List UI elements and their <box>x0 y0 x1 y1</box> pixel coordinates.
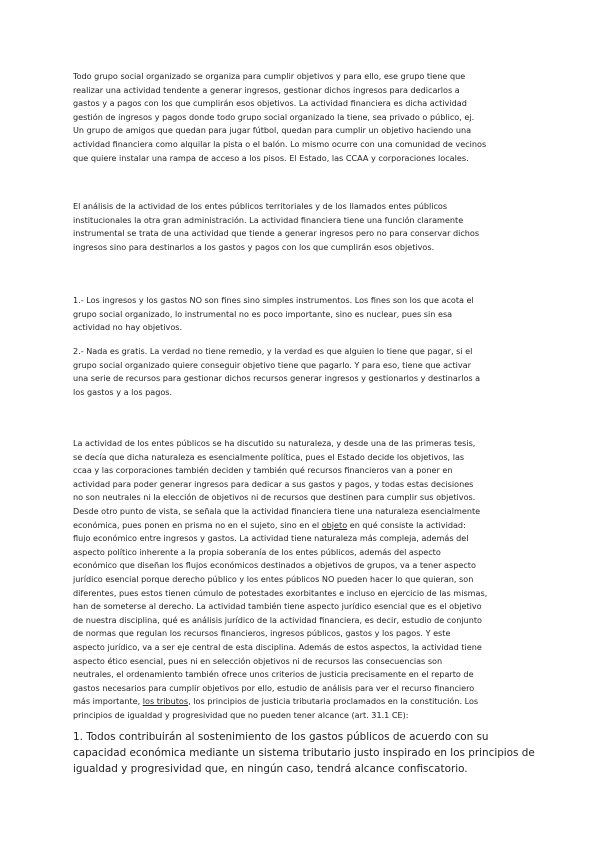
underlined-term: los tributos <box>142 696 189 707</box>
text-line: se decía que dicha naturaleza es esencialmente política, pues el Estado decide los objetivos, las <box>73 451 465 462</box>
text-line: diferentes, pues estos tienen cúmulo de potestades exorbitantes e incluso en ejercicio de las mismas, <box>73 587 488 598</box>
text-line: principios de igualdad y progresividad que no pueden tener alcance (art. 31.1 CE): <box>73 709 409 720</box>
paragraph-point-1 <box>73 294 523 335</box>
paragraph-intro <box>73 70 523 165</box>
text-line: grupo social organizado quiere conseguir objetivo tiene que pagarlo. Y para eso, tiene que activar <box>73 359 471 370</box>
text-line: ccaa y las corporaciones también deciden y también qué recursos financieros van a poner en <box>73 465 453 476</box>
text-line: económica, pues ponen en prisma no en el sujeto, sino en el objeto en qué consiste la actividad: <box>73 519 466 530</box>
text-line: gestión de ingresos y pagos donde todo grupo social organizado la tiene, sea privado o público, ej. <box>73 111 475 122</box>
text-line: actividad financiera como alquilar la pista o el balón. Lo mismo ocurre con una comunidad de vecinos <box>73 138 487 149</box>
text-line: grupo social organizado, lo instrumental no es poco importante, sino es nuclear, pues sin esa <box>73 308 453 319</box>
text-line: gastos y a pagos con los que cumplirán esos objetivos. La actividad financiera es dicha actividad <box>73 98 467 109</box>
text-line: que quiere instalar una rampa de acceso a los pisos. El Estado, las CCAA y corporaciones locales. <box>73 152 469 163</box>
text-line: no son neutrales ni la elección de objetivos ni de recursos que destinen para cumplir sus objetivos. <box>73 492 476 503</box>
text-line: aspecto ético esencial, pues ni en selección objetivos ni de recursos las consecuencias son <box>73 655 443 666</box>
underlined-term: objeto <box>321 519 348 530</box>
paragraph-point-2 <box>73 345 523 399</box>
text-line: igualdad y progresividad que, en ningún caso, tendrá alcance confiscatorio. <box>73 763 468 775</box>
text-line: 1. Todos contribuirán al sostenimiento de los gastos públicos de acuerdo con su <box>73 731 489 743</box>
text-line: aspecto jurídico, va a ser eje central de esta disciplina. Además de estos aspectos, la actividad tiene <box>73 641 482 652</box>
text-line: institucionales la otra gran administración. La actividad financiera tiene una función claramente <box>73 214 464 225</box>
text-line: más importante, los tributos, los principios de justicia tributaria proclamados en la constitución. Los <box>73 696 479 707</box>
text-line: Todo grupo social organizado se organiza para cumplir objetivos y para ello, ese grupo tiene que <box>73 71 466 81</box>
text-line: El análisis de la actividad de los entes públicos territoriales y de los llamados entes públicos <box>73 201 448 211</box>
text-line: capacidad económica mediante un sistema tributario justo inspirado en los principios de <box>73 747 535 759</box>
text-line: instrumental se trata de una actividad que tiende a generar ingresos pero no para conservar dichos <box>73 228 480 239</box>
text-line: flujo económico entre ingresos y gastos. La actividad tiene naturaleza más compleja, además del <box>73 533 469 544</box>
text-line: actividad para poder generar ingresos para dedicar a sus gastos y pagos, y todas estas decisiones <box>73 478 474 489</box>
text-line: actividad no hay objetivos. <box>73 322 183 333</box>
text-line: los gastos y a los pagos. <box>73 386 173 397</box>
text-line: neutrales, el ordenamiento también ofrece unos criterios de justicia precisamente en el reparto de <box>73 669 474 680</box>
text-line: de normas que regulan los recursos financieros, ingresos públicos, gastos y los pagos. Y este <box>73 628 451 639</box>
constitution-quote <box>73 729 533 777</box>
text-line: gastos necesarios para cumplir objetivos por ello, estudio de análisis para ver el recurso financiero <box>73 682 475 693</box>
text-line: La actividad de los entes públicos se ha discutido su naturaleza, y desde una de las primeras tesis, <box>73 438 476 448</box>
paragraph-analysis <box>73 200 523 254</box>
text-line: Desde otro punto de vista, se señala que la actividad financiera tiene una naturaleza esencialmente <box>73 505 481 516</box>
text-line: Un grupo de amigos que quedan para jugar fútbol, quedan para cumplir un objetivo haciendo una <box>73 125 472 136</box>
text-line: ingresos sino para destinarlos a los gastos y pagos con los que cumplirán esos objetivos. <box>73 241 435 252</box>
text-line: económico que diseñan los flujos económicos destinados a objetivos de grupos, va a tener aspecto <box>73 560 476 571</box>
text-line: una serie de recursos para gestionar dichos recursos generar ingresos y gestionarlos y destinarlos a <box>73 373 481 384</box>
text-line: han de someterse al derecho. La actividad también tiene aspecto jurídico esencial que es el objetivo <box>73 601 482 612</box>
paragraph-nature <box>73 437 523 722</box>
text-line: 2.- Nada es gratis. La verdad no tiene remedio, y la verdad es que alguien lo tiene que pagar, si el <box>73 346 473 356</box>
text-line: realizar una actividad tendente a generar ingresos, gestionar dichos ingresos para dedicarlos a <box>73 84 460 95</box>
text-line: jurídico esencial porque derecho público y los entes públicos NO pueden hacer lo que quieran, son <box>73 573 474 584</box>
text-line: 1.- Los ingresos y los gastos NO son fines sino simples instrumentos. Los fines son los que acota el <box>73 295 474 305</box>
text-line: aspecto político inherente a la propia soberanía de los entes públicos, además del aspecto <box>73 546 441 557</box>
text-line: de nuestra disciplina, qué es análisis jurídico de la actividad financiera, es decir, estudio de conjunto <box>73 614 482 625</box>
